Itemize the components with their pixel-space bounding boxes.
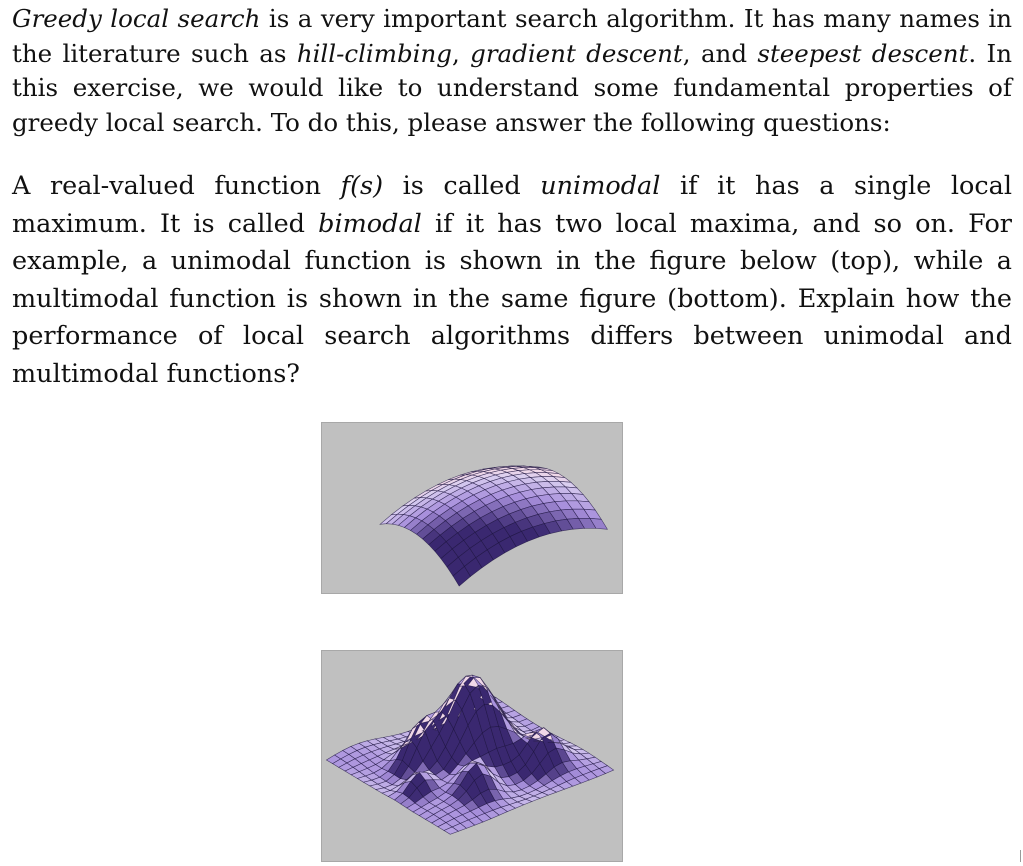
term-greedy-local-search: Greedy local search (12, 4, 261, 33)
text-segment: A real-valued function (12, 171, 341, 201)
math-f-of-s: f(s) (340, 171, 384, 201)
text-segment: , and (682, 38, 758, 68)
scrollbar-marker (1020, 850, 1021, 862)
term-hill-climbing: hill-climbing (296, 38, 452, 68)
figure-multimodal-surface (321, 650, 623, 862)
text-segment: is a very important search algorithm. It has many names in the literature such as (12, 4, 1012, 68)
unimodal-surface-plot-icon (322, 423, 622, 593)
multimodal-mesh (326, 675, 613, 834)
term-gradient-descent: gradient descent (470, 38, 683, 68)
figure-unimodal-surface (321, 422, 623, 594)
text-segment: . In this exercise, we would like to understand some fundamental properties of greedy local search. To do this, please answer the following questions: (12, 38, 1013, 137)
text-segment: is called (383, 171, 541, 201)
text-segment: , (451, 38, 471, 68)
term-bimodal: bimodal (318, 208, 422, 239)
term-steepest-descent: steepest descent (757, 38, 969, 68)
paragraph-intro (12, 2, 1012, 140)
multimodal-surface-plot-icon (322, 651, 622, 861)
unimodal-mesh (380, 466, 607, 586)
text-segment: if it has two local maxima, and so on. For example, a unimodal function is shown in the figure below (top), while a multimodal function is shown in the same figure (bottom). Explain how the performance of local search algorithms differs between unimodal and multimodal functions? (12, 208, 1012, 389)
text-segment: if it has a single local maximum. It is called (12, 171, 1012, 239)
term-unimodal: unimodal (540, 171, 661, 201)
paragraph-unimodal (12, 168, 1012, 393)
